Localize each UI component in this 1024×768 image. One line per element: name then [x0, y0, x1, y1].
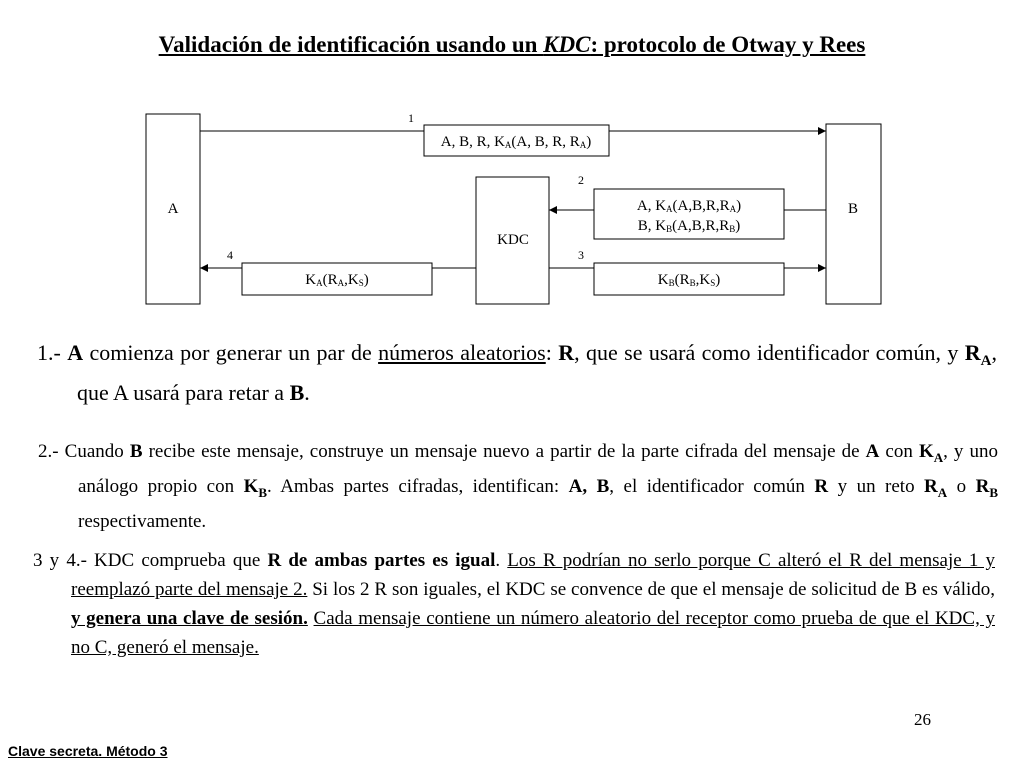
- title-kdc: KDC: [543, 32, 591, 57]
- step-3-number: 3: [578, 248, 584, 262]
- message-1-label: A, B, R, KA(A, B, R, RA): [440, 134, 592, 150]
- party-b-label: B: [847, 201, 859, 217]
- title-text-end: : protocolo de Otway y Rees: [590, 32, 866, 57]
- otway-rees-diagram: [0, 0, 1024, 330]
- kdc-label: KDC: [497, 232, 529, 248]
- message-2-line-2: B, KB(A,B,R,RB): [637, 218, 741, 234]
- title-text: Validación de identificación usando un: [158, 32, 544, 57]
- message-2-line-1: A, KA(A,B,R,RA): [636, 198, 742, 214]
- page-number: 26: [914, 710, 931, 729]
- step-4-number: 4: [227, 248, 233, 262]
- party-a-label: A: [167, 201, 179, 217]
- message-4-label: KA(RA,KS): [305, 272, 369, 288]
- step-1-paragraph: 1.- A comienza por generar un par de números aleatorios: R, que se usará como identificador común, y $R_A$, que A usará para retar a B.: [37, 340, 997, 406]
- message-3-label: KB(RB,KS): [657, 272, 721, 288]
- step-2-paragraph: 2.- Cuando B recibe este mensaje, construye un mensaje nuevo a partir de la parte cifrada del mensaje de A con $K_A$, y uno análogo propio con $K_B$. Ambas partes cifradas, identifican: A, B, el identificador común R y un reto $R_A$ o $R_B$ respectivamente.: [38, 441, 999, 532]
- step-3-4-paragraph: 3 y 4.- KDC comprueba que R de ambas partes es igual. Los R podrían no serlo porque C alteró el R del mensaje 1 y reemplazó parte del mensaje 2. Si los 2 R son iguales, el KDC se convence de que el mensaje de solicitud de B es válido, y genera una clave de sesión. Cada mensaje contiene un número aleatorio del receptor como prueba de que el KDC, y no C, generó el mensaje.: [33, 550, 995, 658]
- step-2-number: 2: [578, 173, 584, 187]
- footer-link[interactable]: Clave secreta. Método 3: [8, 743, 168, 759]
- step-1-number: 1: [408, 111, 414, 125]
